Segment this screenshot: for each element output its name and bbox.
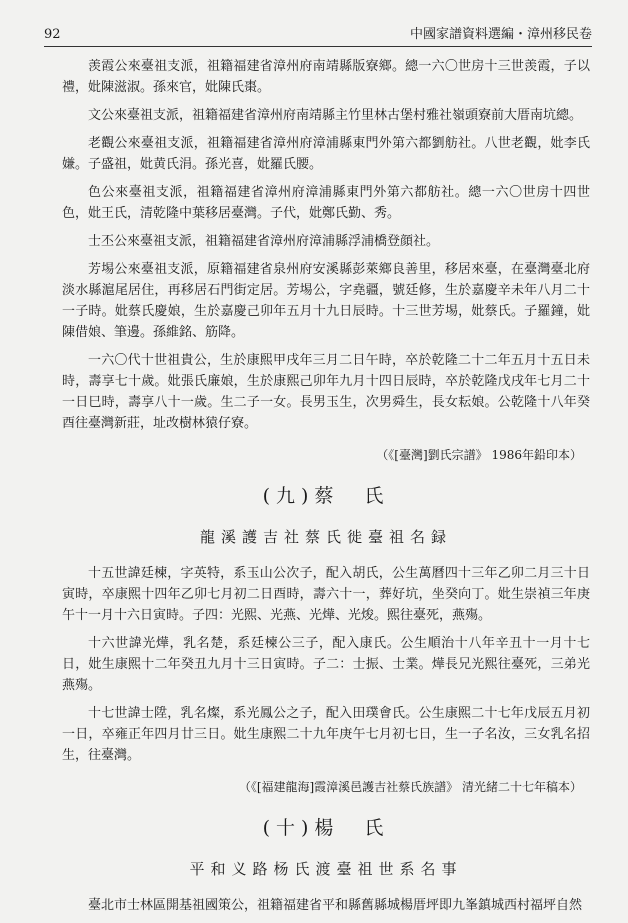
paragraph: 一六〇代十世祖貴公，生於康熙甲戌年三月二日午時，卒於乾隆二十二年五月十五日未時，壽享七十歲。妣張氏廉娘，生於康熙己卯年九月十四日辰時，卒於乾隆戊戌年七月二十一日巳時，壽享八十一歲。生二子一女。長男玉生，次男舜生，長女耘娘。公乾隆十八年癸酉往臺灣新莊，址改樹林猿仔寮。	[62, 353, 590, 431]
paragraph: 十六世諱光燁，乳名楚，系廷楝公三子，配入康氏。公生順治十八年辛丑十一月十七日，妣生康熙十二年癸丑九月十三日寅時。子二：士振、士業。燁長兄光熙往臺死，三弟光燕殤。	[62, 636, 590, 693]
citation: （《[臺灣]劉氏宗譜》 1986年鉛印本）	[376, 448, 582, 462]
page-body	[62, 56, 590, 923]
paragraph: 士丕公來臺祖支派，祖籍福建省漳州府漳浦縣浮浦橋登顔社。	[88, 234, 440, 249]
section-subtitle: 龍溪護吉社蔡氏徙臺祖名録	[199, 528, 452, 546]
section-subtitle: 平和义路杨氏渡臺祖世系名事	[189, 860, 463, 878]
paragraph: 文公來臺祖支派，祖籍福建省漳州府南靖縣主竹里林古堡村雅社嶺頭寮前大厝南坑總。	[88, 108, 583, 123]
paragraph: 芳埸公來臺祖支派，原籍福建省泉州府安溪縣彭萊鄉良善里，移居來臺，在臺灣臺北府淡水縣滬尾居住，再移居石門街定居。芳埸公，字堯疆，號廷修，生於嘉慶辛未年八月二十一子時。妣蔡氏慶娘，生於嘉慶己卯年五月十九日辰時。十三世芳埸，妣蔡氏。子羅鐘，妣陳借娘、筆邊。孫維銘、筋降。	[62, 262, 590, 340]
paragraph: 老觀公來臺祖支派，祖籍福建省漳州府漳浦縣東門外第六都劉舫社。八世老觀，妣李氏嫌。子盛祖，妣黄氏涓。孫光喜，妣羅氏腰。	[62, 136, 590, 172]
header-rule	[44, 46, 592, 47]
page-header	[44, 18, 592, 42]
section-huang	[62, 56, 590, 463]
section-yang	[62, 813, 590, 916]
book-title: 中國家譜資料選編・漳州移民卷	[409, 27, 592, 42]
paragraph: 臺北市士林區開基祖國策公，祖籍福建省平和縣舊縣城楊厝坪即九峯鎮城西村福坪自然	[88, 898, 583, 913]
section-title: (十)楊 氏	[262, 817, 390, 839]
paragraph: 色公來臺祖支派，祖籍福建省漳州府漳浦縣東門外第六都舫社。總一六〇世房十四世色，妣王氏，清乾隆中葉移居臺灣。子代，妣鄭氏勤、秀。	[62, 185, 590, 221]
paragraph: 十七世諱士陞，乳名燦，系光鳳公之子，配入田璞會氏。公生康熙二十七年戊辰五月初一日，卒雍正年四月廿三日。妣生康熙二十九年庚午七月初七日，生一子名汝，三女乳名招生，往臺灣。	[62, 706, 590, 763]
section-cai	[62, 481, 590, 795]
paragraph: 羡霞公來臺祖支派，祖籍福建省漳州府南靖縣版寮鄉。總一六〇世房十三世羡霞，子以禮，妣陳滋淑。孫來官，妣陳氏棗。	[62, 59, 590, 95]
page-number: 92	[44, 27, 61, 42]
citation: （《[福建龍海]霞漳溪邑護吉社蔡氏族譜》 清光緒二十七年稿本）	[238, 780, 582, 794]
section-title: (九)蔡 氏	[262, 485, 390, 507]
paragraph: 十五世諱廷楝，字英特，系玉山公次子，配入胡氏，公生萬曆四十三年乙卯二月三十日寅時，卒康熙十四年乙卯七月初二日酉時，壽六十一，葬好坑，坐癸向丁。妣生崇禎三年庚午十一月十六日寅時。子四：光熙、光燕、光燁、光焌。熙往臺死，燕殤。	[62, 566, 590, 623]
